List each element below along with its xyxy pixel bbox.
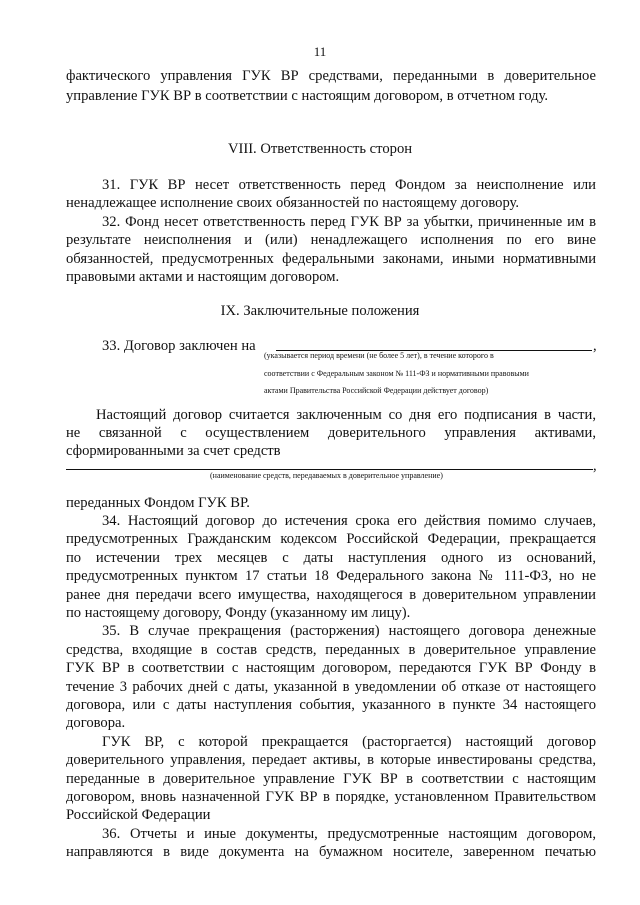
paragraph-line: по настоящему договору, Фонду (указанному им лицу).: [66, 605, 411, 621]
punctuation: ,: [593, 458, 597, 474]
paragraph-line: Российской Федерации: [66, 807, 211, 823]
paragraph-line: 34. Настоящий договор до истечения срока его действия помимо случаев,: [102, 513, 596, 529]
paragraph-line: предусмотренных пунктом 17 статьи 18 Федерального закона № 111-ФЗ, но не: [66, 568, 596, 584]
fill-in-line: [66, 469, 593, 470]
paragraph-line: 33. Договор заключен на: [102, 338, 256, 354]
paragraph-line: ГУК ВР, с которой прекращается (расторгается) настоящий договор: [102, 734, 596, 750]
paragraph-line: договора.: [66, 715, 126, 731]
paragraph-line: Настоящий договор считается заключенным со дня его подписания в части,: [96, 407, 596, 423]
paragraph-line: договором, вновь назначенной ГУК ВР в порядке, установленном Правительством: [66, 789, 596, 805]
paragraph-line: сформированными за счет средств: [66, 443, 281, 459]
paragraph-line: обязанностей, предусмотренных федеральными законами, иными нормативными: [66, 251, 596, 267]
paragraph-line: 35. В случае прекращения (расторжения) настоящего договора денежные: [102, 623, 596, 639]
section-heading: IX. Заключительные положения: [220, 303, 420, 319]
paragraph-line: 31. ГУК ВР несет ответственность перед Фондом за неисполнение или: [102, 177, 596, 193]
paragraph-line: средства, входящие в состав средств, переданных в доверительное управление: [66, 642, 596, 658]
paragraph-line: ранее дня передачи всего имущества, находящегося в доверительном управлении: [66, 587, 596, 603]
paragraph-line: не связанной с осуществлением доверительного управления активами,: [66, 425, 596, 441]
footnote-caption: соответствии с Федеральным законом № 111-ФЗ и нормативными правовыми: [264, 369, 529, 378]
paragraph-line: по истечении трех месяцев с даты наступления одного из оснований,: [66, 550, 596, 566]
section-heading: VIII. Ответственность сторон: [227, 141, 413, 157]
paragraph-line: 32. Фонд несет ответственность перед ГУК ВР за убытки, причиненные им в: [102, 214, 596, 230]
paragraph-line: фактического управления ГУК ВР средствами, переданными в доверительное: [66, 68, 596, 84]
paragraph-line: 36. Отчеты и иные документы, предусмотренные настоящим договором,: [102, 826, 596, 842]
paragraph-line: управление ГУК ВР в соответствии с настоящим договором, в отчетном году.: [66, 88, 549, 104]
paragraph-line: переданных Фондом ГУК ВР.: [66, 495, 250, 511]
paragraph-line: результате неисполнения и (или) ненадлежащего исполнения по его вине: [66, 232, 596, 248]
paragraph-line: предусмотренных Гражданским кодексом Российской Федерации, прекращается: [66, 531, 596, 547]
punctuation: ,: [593, 338, 597, 354]
paragraph-line: договора, или с даты наступления события, указанного в пункте 34 настоящего: [66, 697, 596, 713]
page-number: 11: [313, 44, 327, 59]
paragraph-line: ГУК ВР в соответствии с настоящим договором, передаются ГУК ВР Фонду в: [66, 660, 596, 676]
paragraph-line: направляются в виде документа на бумажном носителе, заверенном печатью: [66, 844, 596, 860]
footnote-caption: (наименование средств, передаваемых в доверительное управление): [210, 471, 443, 480]
paragraph-line: переданные в доверительное управление ГУК ВР в соответствии с настоящим: [66, 771, 596, 787]
footnote-caption: актами Правительства Российской Федерации действует договор): [264, 386, 489, 395]
paragraph-line: течение 3 рабочих дней с даты, указанной в уведомлении об отказе от настоящего: [66, 679, 596, 695]
paragraph-line: правовыми актами и настоящим договором.: [66, 269, 340, 285]
paragraph-line: доверительного управления, передает активы, в которые инвестированы средства,: [66, 752, 596, 768]
footnote-caption: (указывается период времени (не более 5 лет), в течение которого в: [264, 351, 494, 360]
paragraph-line: ненадлежащее исполнение своих обязанностей по настоящему договору.: [66, 195, 520, 211]
